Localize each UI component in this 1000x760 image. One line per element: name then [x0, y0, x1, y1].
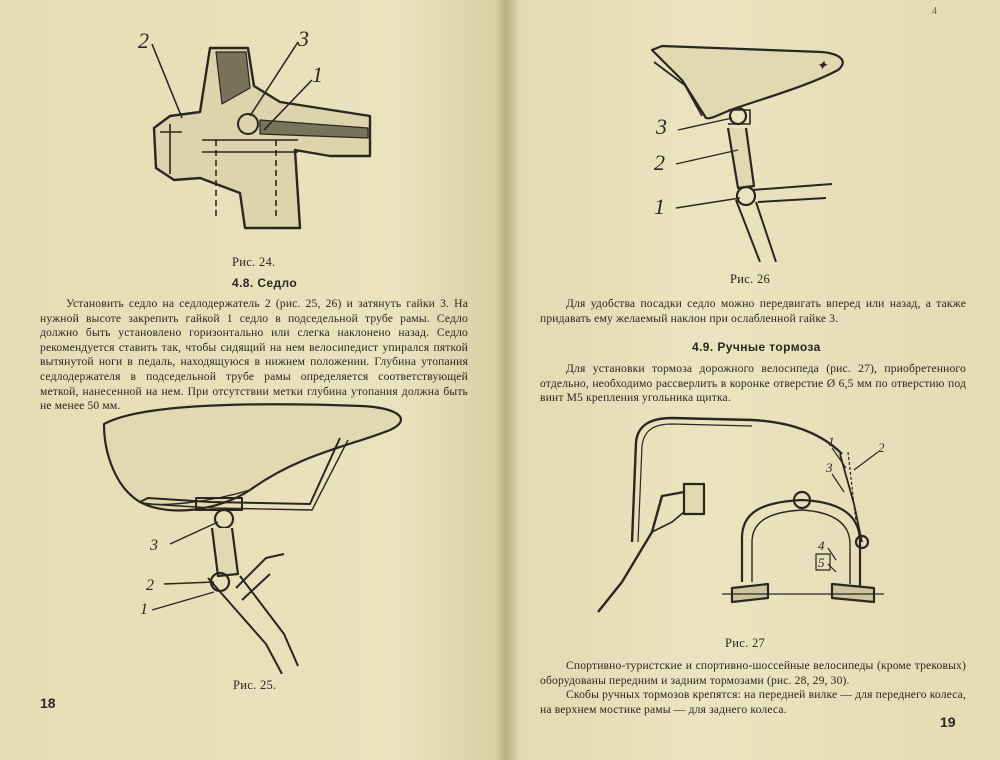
figure-25-drawing [100, 398, 430, 674]
corner-mark: 4 [932, 6, 937, 17]
fig27-label-2: 2 [878, 440, 885, 455]
page-number-left: 18 [40, 695, 56, 711]
fig27-label-1: 1 [828, 434, 835, 449]
paragraph: Скобы ручных тормозов крепятся: на передней вилке — для переднего колеса, на верхнем мостике рамы — для заднего колеса. [540, 688, 966, 716]
saddle-adjust-text [540, 297, 966, 326]
fig26-label-1: 1 [654, 194, 665, 219]
fig25-label-3: 3 [150, 537, 158, 554]
fig25-label-2: 2 [146, 577, 154, 594]
paragraph: Спортивно-туристские и спортивно-шоссейные велосипеды (кроме трековых) оборудованы передним и задним тормозами (рис. 28, 29, 30). [540, 659, 966, 687]
fig26-label-3: 3 [656, 114, 667, 139]
paragraph: Установить седло на седлодержатель 2 (рис. 25, 26) и затянуть гайки 3. На нужной высоте закрепить гайкой 1 седло в подседельной трубе рамы. Седло должно быть установлено горизонтально или слегка наклонено назад. Седло рекомендуется ставить так, чтобы сидящий на нем велосипедист упирался пяткой вытянутой ноги в педаль, находящуюся в нижнем положении. Глубина утопания седлодержателя в подседельной трубе рамы определяется соответствующей меткой, нанесенной на нем. При отсутствии метки глубина утопания должна быть не менее 50 мм. [40, 297, 468, 413]
page-number-right: 19 [940, 714, 956, 730]
fig27-label-3: 3 [826, 460, 833, 475]
paragraph: Для удобства посадки седло можно передвигать вперед или назад, а также придавать ему желаемый наклон при ослабленной гайке 3. [540, 297, 966, 325]
fig26-caption: Рис. 26 [730, 272, 771, 286]
figure-24-drawing [130, 28, 380, 250]
figure-27-drawing [592, 412, 892, 634]
fig27-label-5: 5 [818, 555, 825, 570]
fig24-caption: Рис. 24. [232, 255, 276, 269]
fig27-caption: Рис. 27 [725, 636, 766, 650]
section-4-8-title: 4.8. Седло [232, 276, 298, 290]
section-4-8-text [40, 297, 468, 414]
svg-text:✦: ✦ [816, 59, 828, 74]
figure-26-drawing [642, 40, 852, 262]
section-4-9-title: 4.9. Ручные тормоза [692, 340, 821, 354]
right-page [512, 0, 1000, 760]
fig27-label-4: 4 [818, 538, 825, 553]
fig24-label-1: 1 [312, 62, 323, 87]
brake-equipment-text [540, 659, 966, 717]
paragraph: Для установки тормоза дорожного велосипеда (рис. 27), приобретенного отдельно, необходимо рассверлить в коронке отверстие Ø 6,5 мм по отверстию под винт М5 крепления угольника щитка. [540, 362, 966, 405]
fig26-label-2: 2 [654, 150, 665, 175]
brake-install-text [540, 362, 966, 406]
fig25-label-1: 1 [140, 601, 148, 618]
fig25-caption: Рис. 25. [233, 678, 277, 692]
fig24-label-2: 2 [138, 28, 149, 53]
fig24-label-3: 3 [298, 28, 309, 51]
